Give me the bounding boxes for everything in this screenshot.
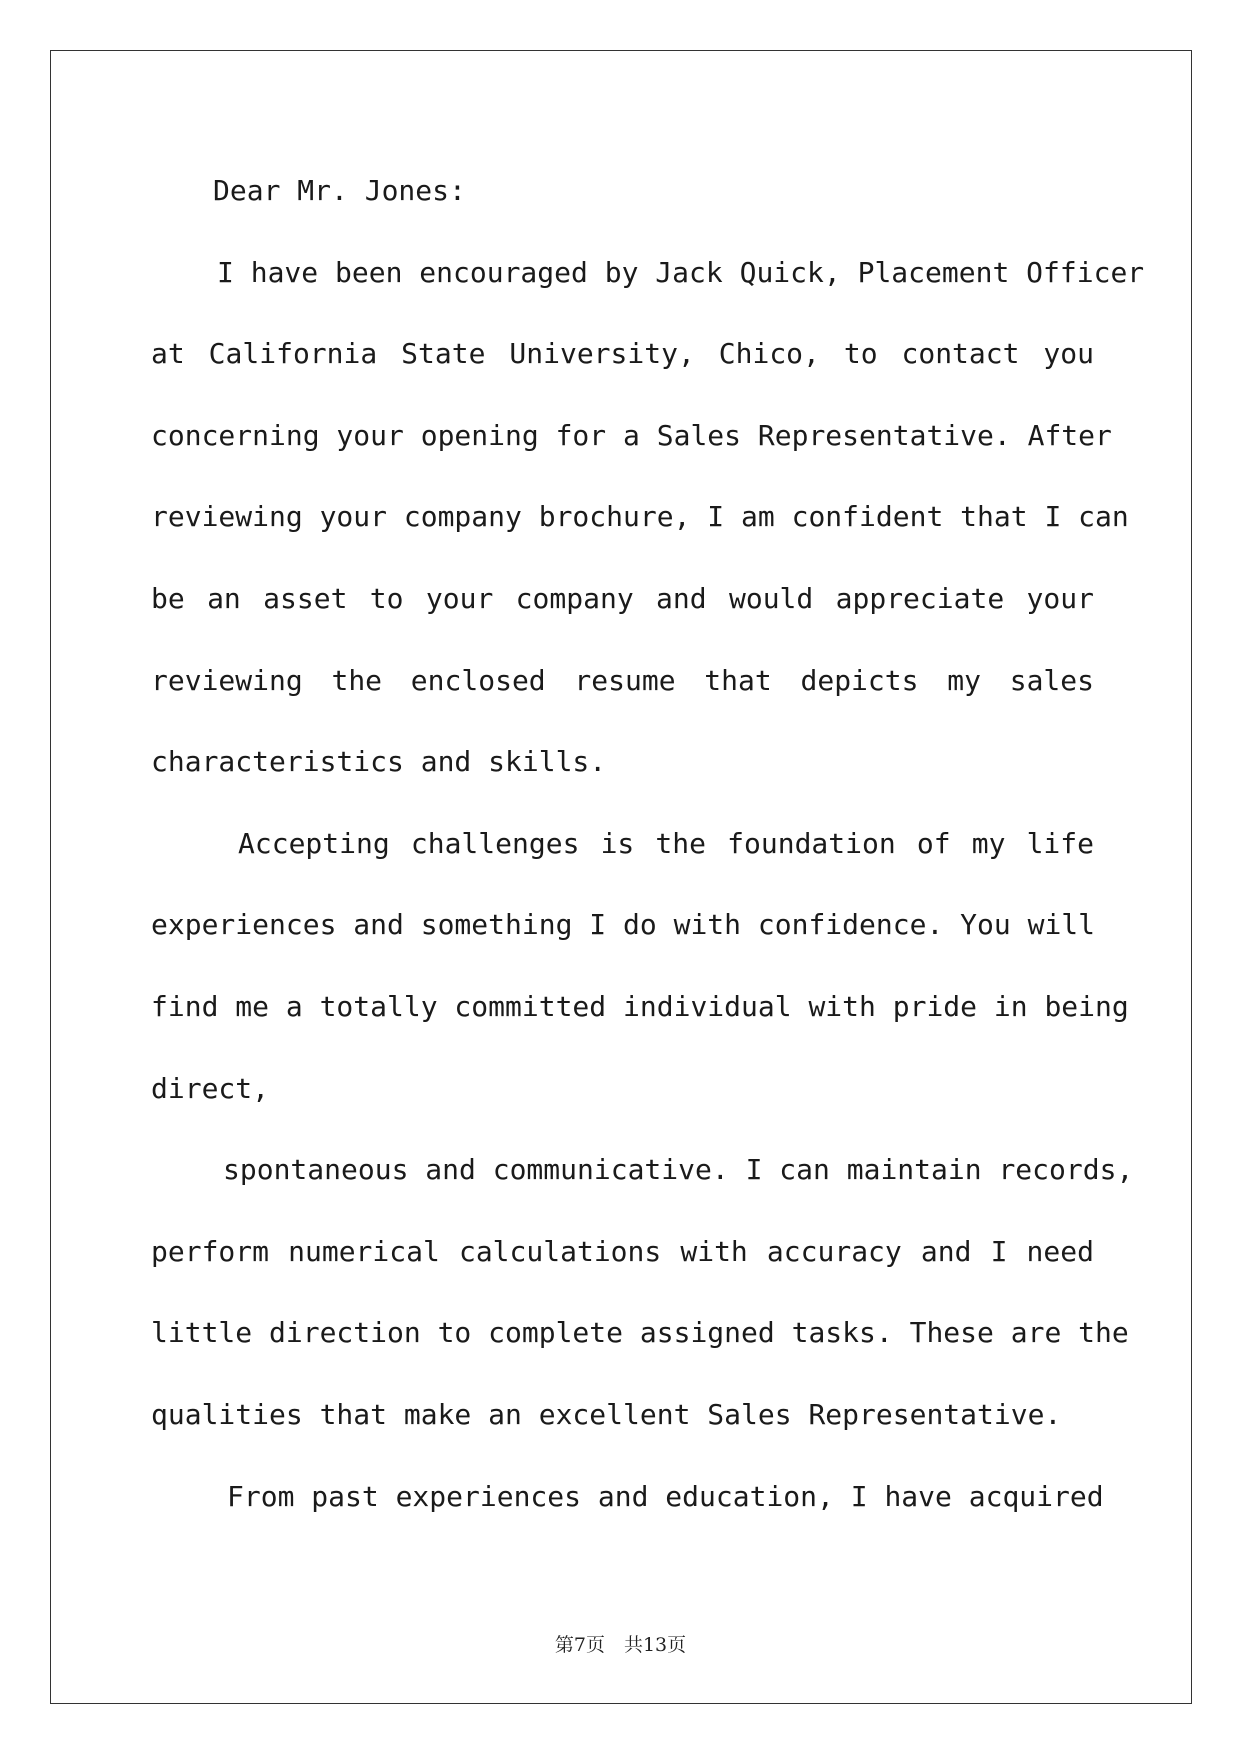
paragraph-3-line-1: spontaneous and communicative. I can maintain records, — [223, 1153, 1134, 1187]
paragraph-2-line-2: experiences and something I do with confidence. You will — [151, 908, 1096, 942]
paragraph-1-line-2: at California State University, Chico, to contact you — [151, 337, 1094, 371]
paragraph-4-line-1: From past experiences and education, I have acquired — [227, 1479, 1104, 1513]
paragraph-2-line-4: direct, — [151, 1071, 270, 1105]
paragraph-2-line-3: find me a totally committed individual with pride in being — [151, 989, 1129, 1023]
paragraph-1-line-6: reviewing the enclosed resume that depicts my sales — [151, 663, 1094, 697]
paragraph-1-line-4: reviewing your company brochure, I am confident that I can — [151, 500, 1129, 534]
salutation: Dear Mr. Jones: — [213, 174, 466, 207]
page-number-footer: 第7页 共13页 — [554, 1634, 687, 1656]
letter-body — [151, 150, 1145, 1537]
paragraph-3-line-3: little direction to complete assigned tasks. These are the — [151, 1316, 1129, 1350]
paragraph-2-line-1: Accepting challenges is the foundation of my life — [238, 826, 1094, 860]
paragraph-1-line-7: characteristics and skills. — [151, 745, 607, 779]
paragraph-3-line-4: qualities that make an excellent Sales Representative. — [151, 1397, 1062, 1431]
paragraph-1-line-5: be an asset to your company and would appreciate your — [151, 581, 1094, 615]
paragraph-3-line-2: perform numerical calculations with accuracy and I need — [151, 1234, 1094, 1268]
paragraph-1-line-1: I have been encouraged by Jack Quick, Placement Officer — [217, 255, 1145, 289]
paragraph-1-line-3: concerning your opening for a Sales Representative. After — [151, 418, 1112, 452]
